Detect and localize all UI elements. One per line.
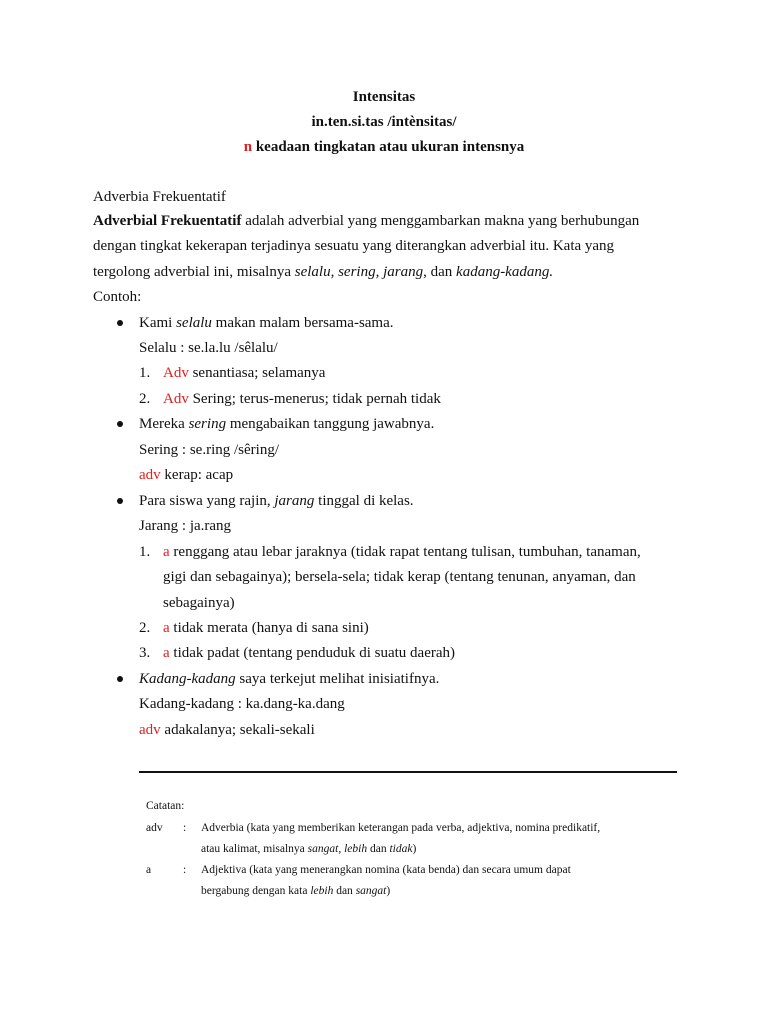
list-number: 3. [139,645,151,661]
section-heading: Adverbia Frekuentatif [93,189,226,205]
footnote-adv-line-2: atau kalimat, misalnya sangat, lebih dan tidak) [201,843,417,855]
list-number: 2. [139,620,151,636]
entry-definition-line [0,139,768,156]
bullet-icon [117,676,123,682]
example-sentence-4: Kadang-kadang saya terkejut melihat inisiatifnya. [139,671,440,687]
example-sentence-3: Para siswa yang rajin, jarang tinggal di kelas. [139,493,414,509]
footnote-colon: : [183,864,187,876]
sense-1-1: Adv senantiasa; selamanya [163,365,326,381]
footnote-a-line-1: Adjektiva (kata yang menerangkan nomina (kata benda) dan secara umum dapat [201,864,571,876]
bullet-icon [117,498,123,504]
intro-line-2: dengan tingkat kekerapan terjadinya sesuatu yang diterangkan adverbial itu. Kata yang [93,238,615,254]
example-entry-1: Selalu : se.la.lu /sêlalu/ [139,340,278,356]
intro-term: Adverbial Frekuentatif [93,213,242,229]
footnote-label: Catatan: [146,800,185,812]
example-sentence-1: Kami selalu makan malam bersama-sama. [139,315,394,331]
sense-1-2: Adv Sering; terus-menerus; tidak pernah tidak [163,391,441,407]
example-entry-3: Jarang : ja.rang [139,518,232,534]
pos-tag: n [243,139,253,155]
sense-3-2: a tidak merata (hanya di sana sini) [163,620,369,636]
sense-3-1: a renggang atau lebar jaraknya (tidak rapat tentang tulisan, tumbuhan, tanaman, [163,544,641,560]
entry-title: Intensitas [352,89,416,105]
footnote-abbr-adv: adv [146,822,163,834]
footnote-a-line-2: bergabung dengan kata lebih dan sangat) [201,885,391,897]
list-number: 1. [139,544,151,560]
footnote-colon: : [183,822,187,834]
footnote-adv-line-1: Adverbia (kata yang memberikan keterangan pada verba, adjektiva, nomina predikatif, [201,822,601,834]
sense-3-3: a tidak padat (tentang penduduk di suatu daerah) [163,645,455,661]
example-entry-4: Kadang-kadang : ka.dang-ka.dang [139,696,345,712]
intro-line-1: Adverbial Frekuentatif adalah adverbial yang menggambarkan makna yang berhubungan [93,213,640,229]
intro-line-3: tergolong adverbial ini, misalnya selalu, sering, jarang, dan kadang-kadang. [93,264,554,280]
footnote-divider [139,771,677,773]
sense-3-1-cont2: sebagainya) [163,595,235,611]
sense-3-1-cont: gigi dan sebagainya); bersela-sela; tidak kerap (tentang tenunan, anyaman, dan [163,569,636,585]
bullet-icon [117,320,123,326]
entry-pronunciation: in.ten.si.tas /intènsitas/ [311,114,457,130]
contoh-label: Contoh: [93,289,142,305]
bullet-icon [117,421,123,427]
example-sentence-2: Mereka sering mengabaikan tanggung jawabnya. [139,416,435,432]
list-number: 1. [139,365,151,381]
example-entry-2: Sering : se.ring /sêring/ [139,442,279,458]
list-number: 2. [139,391,151,407]
sense-4-1: adv adakalanya; sekali-sekali [139,722,315,738]
sense-2-1: adv kerap: acap [139,467,234,483]
footnote-abbr-a: a [146,864,152,876]
definition-text: keadaan tingkatan atau ukuran intensnya [255,139,525,155]
